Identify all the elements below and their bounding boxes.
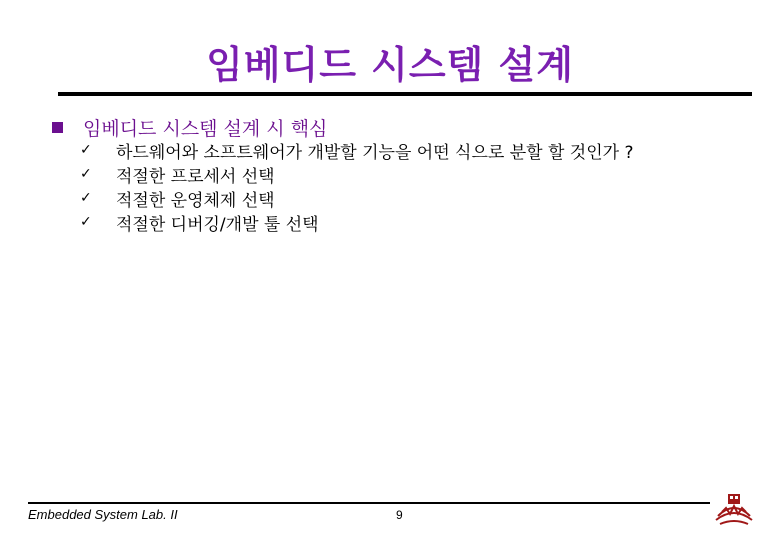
checkmark-icon: ✓ (80, 142, 92, 158)
sub-bullet-text: 적절한 프로세서 선택 (116, 166, 275, 187)
slide-title: 임베디드 시스템 설계 (206, 43, 574, 87)
footer-divider (28, 502, 710, 504)
sub-bullet-item (80, 138, 633, 162)
footer-lab-name: Embedded System Lab. II (28, 507, 178, 522)
sub-bullet-item (80, 162, 633, 186)
sub-bullet-list (80, 138, 633, 234)
sub-bullet-text: 적절한 디버깅/개발 툴 선택 (116, 214, 319, 235)
sub-bullet-text: 적절한 운영체제 선택 (116, 190, 275, 211)
main-bullet-text: 임베디드 시스템 설계 시 핵심 (83, 118, 328, 140)
title-divider (58, 92, 752, 96)
square-bullet-icon (52, 122, 63, 133)
sub-bullet-text: 하드웨어와 소프트웨어가 개발할 기능을 어떤 식으로 분할 할 것인가 ? (116, 142, 634, 163)
sub-bullet-item (80, 186, 633, 210)
sub-bullet-item (80, 210, 633, 234)
checkmark-icon: ✓ (80, 190, 92, 206)
university-emblem-icon (712, 490, 756, 530)
checkmark-icon: ✓ (80, 166, 92, 182)
checkmark-icon: ✓ (80, 214, 92, 230)
page-number: 9 (396, 508, 403, 522)
